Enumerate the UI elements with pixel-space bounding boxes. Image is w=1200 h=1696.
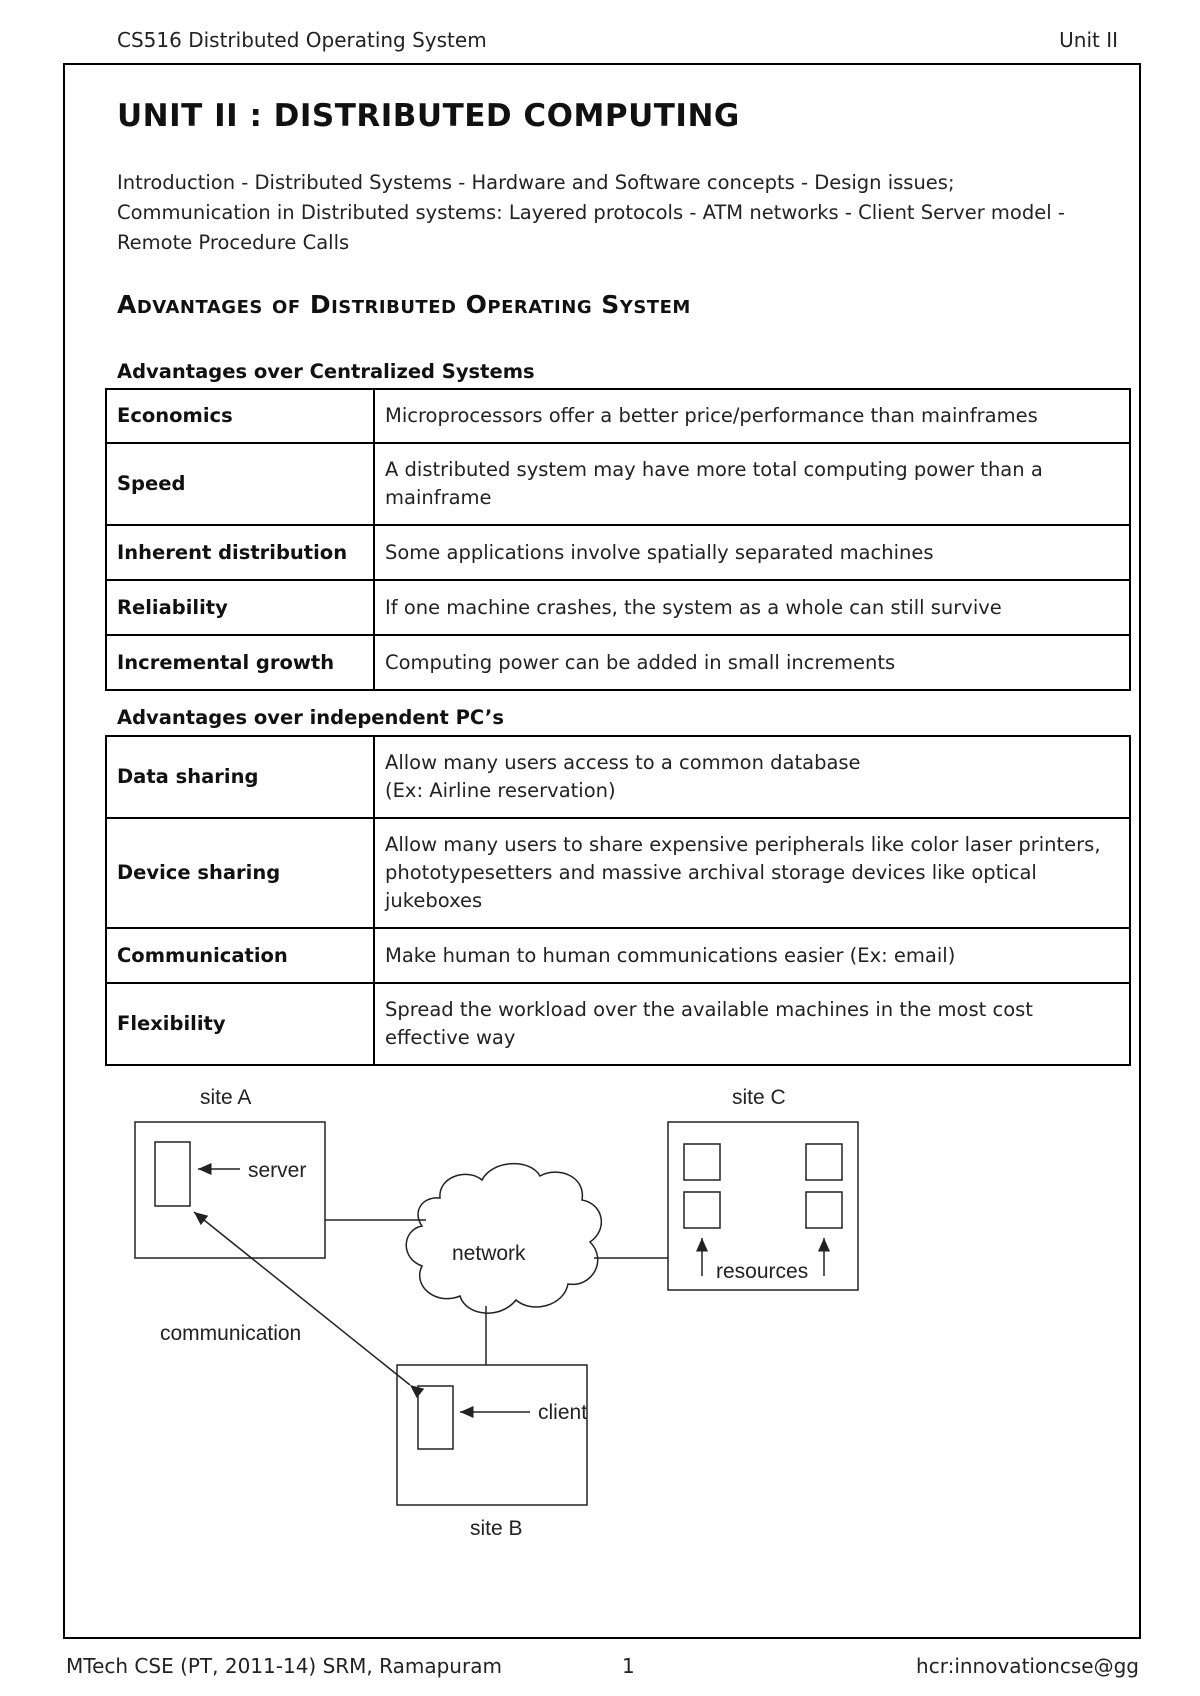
table-row (106, 443, 1130, 525)
advantage-desc: Spread the workload over the available machines in the most cost effective way (374, 983, 1130, 1065)
footer-course: MTech CSE (PT, 2011-14) SRM, Ramapuram (66, 1654, 502, 1678)
centralized-table (105, 388, 1131, 691)
independent-table (105, 735, 1131, 1066)
advantage-label: Data sharing (106, 736, 374, 818)
advantage-desc: Make human to human communications easier (Ex: email) (374, 928, 1130, 983)
advantage-desc: If one machine crashes, the system as a whole can still survive (374, 580, 1130, 635)
footer-author: hcr:innovationcse@gg (916, 1654, 1139, 1678)
advantage-desc: A distributed system may have more total computing power than a mainframe (374, 443, 1130, 525)
resource-box (684, 1192, 720, 1228)
advantage-label: Speed (106, 443, 374, 525)
table-row (106, 580, 1130, 635)
footer-page-number: 1 (622, 1654, 635, 1678)
resource-box (806, 1192, 842, 1228)
table-row (106, 983, 1130, 1065)
advantage-label: Flexibility (106, 983, 374, 1065)
communication-arrow (194, 1212, 410, 1385)
advantage-desc: Some applications involve spatially separated machines (374, 525, 1130, 580)
network-label: network (452, 1242, 526, 1265)
client-server-diagram (120, 1080, 880, 1560)
page-title: UNIT II : DISTRIBUTED COMPUTING (117, 98, 740, 134)
header-unit: Unit II (1059, 28, 1118, 52)
advantage-desc-line: Allow many users access to a common database (385, 751, 861, 774)
advantage-label: Inherent distribution (106, 525, 374, 580)
server-process-box (155, 1142, 190, 1206)
table-row (106, 928, 1130, 983)
advantage-desc: Allow many users to share expensive peripherals like color laser printers, phototypesetters and massive archival storage devices like optical jukeboxes (374, 818, 1130, 928)
intro-paragraph (117, 168, 1127, 258)
client-label: client (538, 1401, 588, 1424)
header-course: CS516 Distributed Operating System (117, 28, 487, 52)
advantage-label: Communication (106, 928, 374, 983)
site-a-label: site A (200, 1086, 252, 1109)
site-b-label: site B (470, 1517, 523, 1540)
resource-box (684, 1144, 720, 1180)
client-process-box (418, 1386, 453, 1449)
table-row (106, 389, 1130, 443)
site-c-label: site C (732, 1086, 786, 1109)
table-row (106, 736, 1130, 818)
resources-label: resources (716, 1260, 809, 1283)
independent-heading: Advantages over independent PC’s (117, 706, 504, 729)
resource-box (806, 1144, 842, 1180)
table-row (106, 818, 1130, 928)
intro-line: Remote Procedure Calls (117, 231, 350, 254)
server-label: server (248, 1159, 307, 1182)
advantage-desc (374, 736, 1130, 818)
intro-line: Introduction - Distributed Systems - Hardware and Software concepts - Design issues; (117, 171, 955, 194)
advantage-label: Incremental growth (106, 635, 374, 690)
advantage-label: Reliability (106, 580, 374, 635)
advantage-desc: Microprocessors offer a better price/performance than mainframes (374, 389, 1130, 443)
intro-line: Communication in Distributed systems: Layered protocols - ATM networks - Client Server model - (117, 201, 1065, 224)
table-row (106, 525, 1130, 580)
centralized-heading: Advantages over Centralized Systems (117, 360, 535, 383)
advantage-desc: Computing power can be added in small increments (374, 635, 1130, 690)
advantage-label: Economics (106, 389, 374, 443)
communication-label: communication (160, 1322, 302, 1345)
section-title: Advantages of Distributed Operating System (117, 290, 691, 319)
advantage-label: Device sharing (106, 818, 374, 928)
network-cloud (406, 1164, 601, 1313)
table-row (106, 635, 1130, 690)
advantage-desc-line: (Ex: Airline reservation) (385, 779, 616, 802)
